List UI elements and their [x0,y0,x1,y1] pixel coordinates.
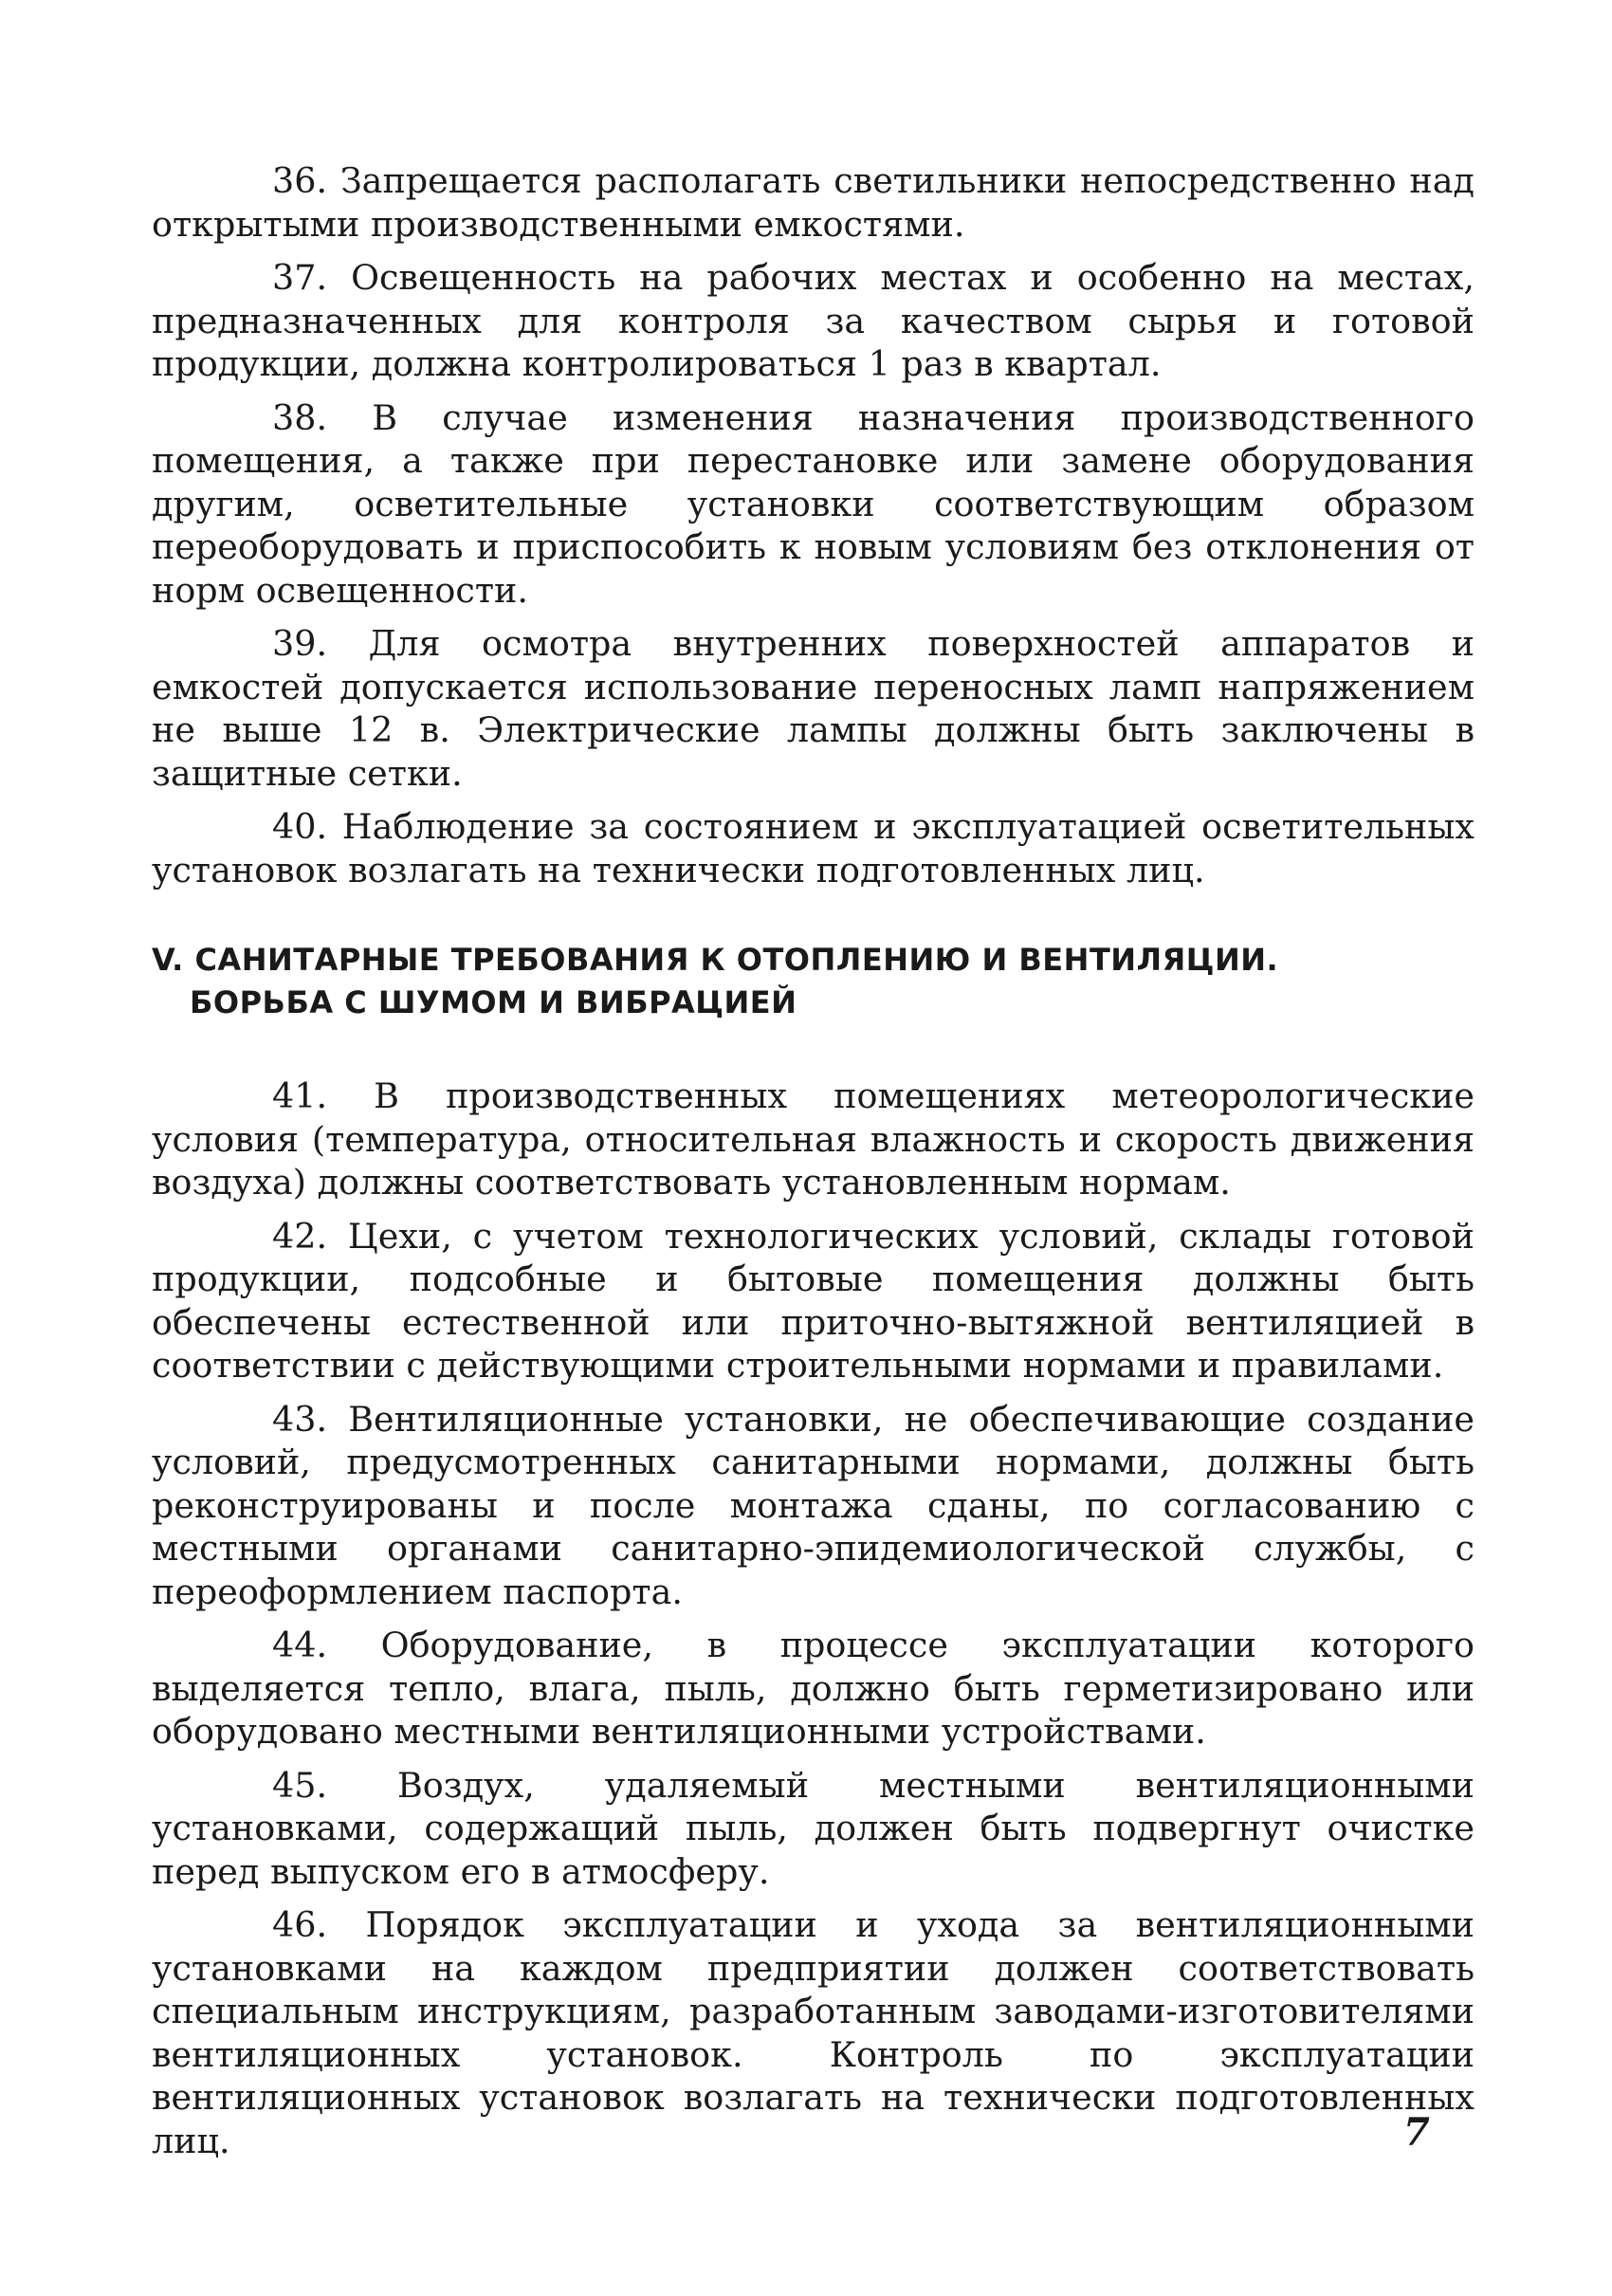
paragraph-text: Вентиляционные установки, не обеспечивающие создание условий, предусмотренных санитарными нормами, должны быть реконструированы и после монтажа сданы, по согласованию с местными органами санитарно-эпидемиологической службы, с переоформлением паспорта. [152,1398,1475,1612]
section-heading-line-1: V. САНИТАРНЫЕ ТРЕБОВАНИЯ К ОТОПЛЕНИЮ И ВЕНТИЛЯЦИИ. [152,942,1279,978]
paragraph-text: Запрещается располагать светильники непосредственно над открытыми производственными емкостями. [152,160,1475,245]
document-page [152,159,1475,2173]
paragraph-number: 42. [272,1215,328,1257]
paragraph-41 [152,1075,1475,1204]
page-number: 7 [1403,2110,1430,2155]
paragraph-43 [152,1398,1475,1614]
paragraph-40 [152,805,1475,891]
paragraph-text: Порядок эксплуатации и ухода за вентиляционными установками на каждом предприятии должен соответствовать специальным инструкциям, разработанным заводами-изготовителями вентиляционных установок. Контроль по эксплуатации вентиляционных установок возлагать на технически подготовленных лиц. [152,1904,1475,2161]
paragraph-39 [152,622,1475,795]
paragraph-text: Воздух, удаляемый местными вентиляционными установками, содержащий пыль, должен быть подвергнут очистке перед выпуском его в атмосферу. [152,1764,1475,1892]
paragraph-text: Для осмотра внутренних поверхностей аппаратов и емкостей допускается использование переносных ламп напряжением не выше 12 в. Электрические лампы должны быть заключены в защитные сетки. [152,623,1475,794]
paragraph-42 [152,1215,1475,1387]
paragraph-number: 39. [272,623,328,664]
paragraph-number: 36. [272,160,328,201]
section-heading-line-2: БОРЬБА С ШУМОМ И ВИБРАЦИЕЙ [190,984,797,1020]
paragraph-45 [152,1764,1475,1894]
paragraph-text: Оборудование, в процессе эксплуатации которого выделяется тепло, влага, пыль, должно быть герметизировано или оборудовано местными вентиляционными устройствами. [152,1625,1475,1752]
paragraph-text: В производственных помещениях метеорологические условия (температура, относительная влажность и скорость движения воздуха) должны соответствовать установленным нормам. [152,1075,1475,1203]
paragraph-text: Наблюдение за состоянием и эксплуатацией осветительных установок возлагать на технически подготовленных лиц. [152,806,1475,891]
paragraph-number: 40. [272,806,328,847]
paragraph-number: 43. [272,1398,328,1440]
paragraph-number: 41. [272,1075,328,1116]
paragraph-36 [152,159,1475,246]
paragraph-46 [152,1903,1475,2162]
paragraph-38 [152,396,1475,613]
paragraph-number: 45. [272,1764,328,1806]
paragraph-number: 37. [272,257,328,298]
paragraph-number: 38. [272,396,328,438]
paragraph-37 [152,256,1475,386]
paragraph-text: В случае изменения назначения производственного помещения, а также при перестановке или замене оборудования другим, осветительные установки соответствующим образом переоборудовать и приспособить к новым условиям без отклонения от норм освещенности. [152,396,1475,611]
section-heading [152,939,1475,1024]
paragraph-number: 44. [272,1625,328,1665]
paragraph-number: 46. [272,1904,328,1945]
paragraph-44 [152,1624,1475,1754]
paragraph-text: Освещенность на рабочих местах и особенно на местах, предназначенных для контроля за качеством сырья и готовой продукции, должна контролироваться 1 раз в квартал. [152,257,1475,384]
paragraph-text: Цехи, с учетом технологических условий, склады готовой продукции, подсобные и бытовые помещения должны быть обеспечены естественной или приточно-вытяжной вентиляцией в соответствии с действующими строительными нормами и правилами. [152,1215,1475,1386]
